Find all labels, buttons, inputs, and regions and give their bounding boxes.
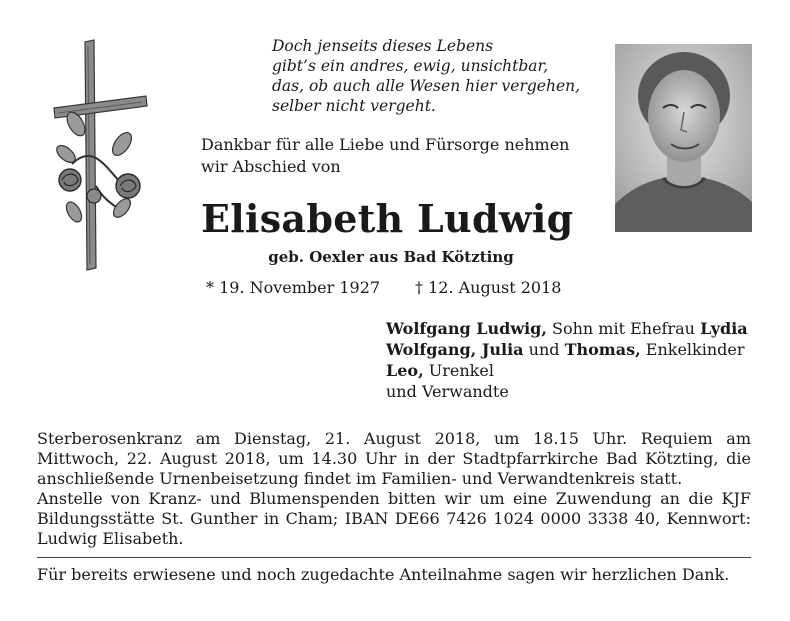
life-dates [206,277,596,299]
service-info: Sterberosenkranz am Dienstag, 21. August 2018, um 18.15 Uhr. Requiem am Mittwoch, 22. August 2018, um 14.30 Uhr in der Stadtpfarrkirche Bad Kötzting, die anschließende Urnenbeisetzung findet im Familien- und Verwandtenkreis statt. [37,429,751,488]
mourner-line [386,318,776,339]
mourner-name: Thomas, [564,340,641,359]
mourner-line: und Verwandte [386,382,509,401]
poem-line: selber nicht vergeht. [272,97,436,115]
mourner-name: Wolfgang, Julia [386,340,524,359]
mourner-connector: und [523,340,565,359]
portrait-photo [615,44,752,232]
mourner-name: Lydia [700,319,748,338]
mourner-line [386,360,776,381]
mourner-line [386,339,776,360]
poem-line: das, ob auch alle Wesen hier vergehen, [272,77,581,95]
cross-with-roses-icon [52,36,148,272]
mourner-relation: Urenkel [423,361,494,380]
poem-line: gibt’s ein andres, ewig, unsichtbar, [272,57,549,75]
donation-info: Anstelle von Kranz- und Blumenspenden bitten wir um eine Zuwendung an die KJF Bildungsstätte St. Gunther in Cham; IBAN DE66 7426 1024 0000 3338 40, Kennwort: Ludwig Elisabeth. [37,489,751,548]
mourner-name: Wolfgang Ludwig, [386,319,547,338]
mourners-list [386,318,776,402]
deceased-name: Elisabeth Ludwig [201,196,574,241]
intro-line: wir Abschied von [201,157,341,176]
intro-line: Dankbar für alle Liebe und Fürsorge nehmen [201,135,570,154]
thanks-text: Für bereits erwiesene und noch zugedachte Anteilnahme sagen wir herzlichen Dank. [37,565,730,584]
birth-date: * 19. November 1927 [206,278,381,297]
maiden-name: geb. Oexler aus Bad Kötzting [268,248,514,266]
poem-line: Doch jenseits dieses Lebens [272,37,494,55]
intro-text [201,134,601,178]
divider [37,557,751,558]
mourner-relation: Sohn mit Ehefrau [546,319,701,338]
poem [272,36,592,116]
mourner-name: Leo, [386,361,424,380]
mourner-relation: Enkelkinder [640,340,745,359]
service-details [37,429,751,549]
death-date: † 12. August 2018 [415,278,562,297]
